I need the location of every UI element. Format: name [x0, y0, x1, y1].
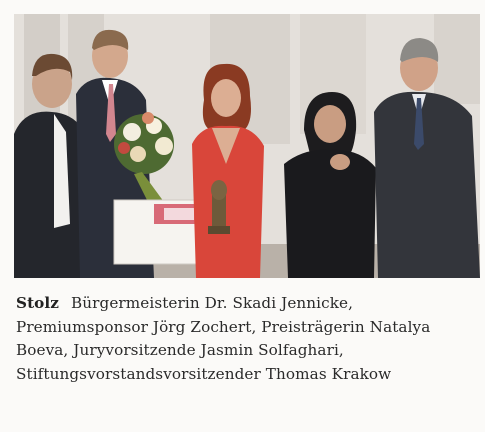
caption-kicker: Stolz [16, 294, 60, 312]
award-photo-illustration [14, 14, 480, 278]
photo-caption [16, 292, 478, 386]
award-photo [14, 14, 480, 278]
caption-text: Bürgermeisterin Dr. Skadi Jennicke, Premiumsponsor Jörg Zochert, Preisträgerin Natalya Boeva, Juryvorsitzende Jasmin Solfaghari, Stiftungsvorstandsvorsitzender Thomas Krakow [16, 294, 431, 383]
